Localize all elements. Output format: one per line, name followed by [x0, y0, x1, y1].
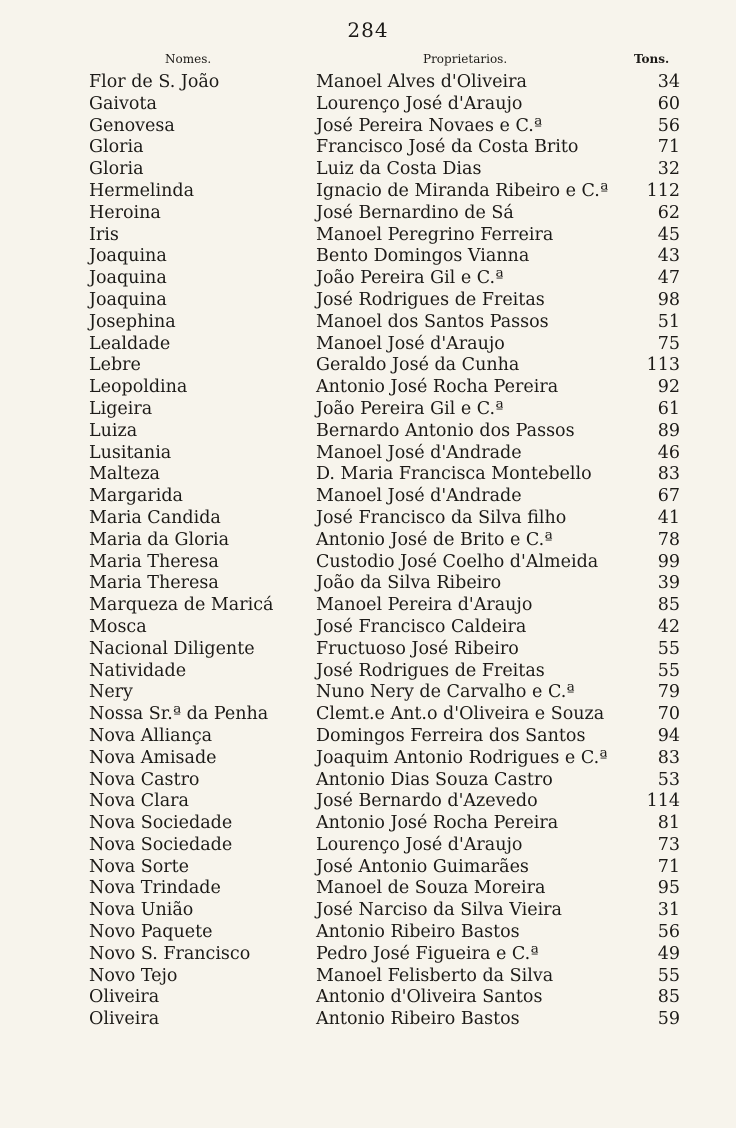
owner-name: Pedro José Figueira e C.ª [316, 943, 539, 964]
owner-name: Lourenço José d'Araujo [316, 834, 523, 855]
table-row [0, 639, 736, 661]
owner-name: Francisco José da Costa Brito [316, 137, 579, 158]
ship-register-list [0, 72, 736, 1031]
ship-name: Joaquina [89, 246, 167, 267]
owner-name: Manoel dos Santos Passos [316, 311, 549, 332]
owner-name: José Francisco da Silva filho [316, 507, 567, 528]
tonnage: 42 [657, 616, 680, 637]
ship-name: Margarida [89, 486, 183, 507]
tonnage: 92 [657, 377, 680, 398]
tonnage: 43 [657, 246, 680, 267]
tonnage: 56 [657, 922, 680, 943]
tonnage: 71 [657, 856, 680, 877]
ship-name: Novo Tejo [89, 965, 178, 986]
owner-name: João Pereira Gil e C.ª [316, 268, 504, 289]
table-row [0, 399, 736, 421]
owner-name: José Pereira Novaes e C.ª [316, 115, 543, 136]
ship-name: Nova Sociedade [89, 834, 233, 855]
tonnage: 53 [657, 769, 680, 790]
table-row [0, 552, 736, 574]
table-row [0, 72, 736, 94]
tonnage: 89 [657, 420, 680, 441]
ship-name: Gaivota [89, 93, 157, 114]
table-row [0, 922, 736, 944]
ship-name: Nova Alliança [89, 725, 213, 746]
owner-name: Manoel José d'Andrade [316, 486, 522, 507]
owner-name: Manoel Alves d'Oliveira [316, 72, 527, 92]
owner-name: Antonio José Rocha Pereira [316, 377, 559, 398]
table-row [0, 94, 736, 116]
owner-name: Antonio José de Brito e C.ª [316, 529, 553, 550]
tonnage: 114 [646, 791, 680, 812]
owner-name: José Bernardino de Sá [316, 202, 514, 223]
ship-name: Nossa Sr.ª da Penha [89, 704, 269, 725]
owner-name: Joaquim Antonio Rodrigues e C.ª [316, 747, 608, 768]
owner-name: Nuno Nery de Carvalho e C.ª [316, 682, 575, 703]
owner-name: Antonio Ribeiro Bastos [316, 922, 520, 943]
table-row [0, 334, 736, 356]
ship-name: Novo Paquete [89, 922, 213, 943]
table-row [0, 464, 736, 486]
tonnage: 39 [657, 573, 680, 594]
table-row [0, 595, 736, 617]
tonnage: 83 [657, 747, 680, 768]
ship-name: Nova Sociedade [89, 813, 233, 834]
tonnage: 47 [657, 268, 680, 289]
table-row [0, 508, 736, 530]
tonnage: 56 [657, 115, 680, 136]
table-row [0, 573, 736, 595]
tonnage: 49 [657, 943, 680, 964]
tonnage: 41 [657, 507, 680, 528]
header-tons: Tons. [634, 52, 670, 66]
table-row [0, 530, 736, 552]
ship-name: Hermelinda [89, 180, 195, 201]
tonnage: 99 [657, 551, 680, 572]
tonnage: 73 [657, 834, 680, 855]
owner-name: João Pereira Gil e C.ª [316, 398, 504, 419]
ship-name: Mosca [89, 616, 147, 637]
ship-name: Nova União [89, 900, 194, 921]
owner-name: João da Silva Ribeiro [316, 573, 502, 594]
owner-name: Antonio d'Oliveira Santos [316, 987, 543, 1008]
owner-name: Manoel Pereira d'Araujo [316, 595, 533, 616]
table-row [0, 770, 736, 792]
owner-name: Antonio Ribeiro Bastos [316, 1009, 520, 1030]
page-number: 284 [347, 18, 389, 42]
ship-name: Joaquina [89, 289, 167, 310]
ship-name: Ligeira [89, 398, 153, 419]
tonnage: 81 [657, 813, 680, 834]
table-row [0, 312, 736, 334]
ship-name: Lusitania [89, 442, 172, 463]
tonnage: 85 [657, 595, 680, 616]
ship-name: Nery [89, 682, 133, 703]
table-row [0, 203, 736, 225]
tonnage: 51 [657, 311, 680, 332]
ship-name: Nova Trindade [89, 878, 221, 899]
table-row [0, 268, 736, 290]
tonnage: 85 [657, 987, 680, 1008]
owner-name: Manoel Felisberto da Silva [316, 965, 554, 986]
table-row [0, 137, 736, 159]
tonnage: 31 [657, 900, 680, 921]
tonnage: 62 [657, 202, 680, 223]
owner-name: José Francisco Caldeira [316, 616, 527, 637]
ship-name: Gloria [89, 159, 144, 180]
ship-name: Nova Castro [89, 769, 200, 790]
owner-name: José Rodrigues de Freitas [316, 289, 545, 310]
ship-name: Maria Theresa [89, 551, 219, 572]
header-proprietarios: Proprietarios. [423, 52, 508, 66]
ship-name: Maria Theresa [89, 573, 219, 594]
owner-name: José Rodrigues de Freitas [316, 660, 545, 681]
owner-name: Geraldo José da Cunha [316, 355, 520, 376]
ship-name: Josephina [89, 311, 176, 332]
ship-name: Maria da Gloria [89, 529, 230, 550]
ship-name: Luiza [89, 420, 138, 441]
ship-name: Lealdade [89, 333, 171, 354]
tonnage: 78 [657, 529, 680, 550]
tonnage: 59 [657, 1009, 680, 1030]
ship-name: Flor de S. João [89, 72, 220, 92]
table-row [0, 900, 736, 922]
ship-name: Novo S. Francisco [89, 943, 251, 964]
owner-name: Fructuoso José Ribeiro [316, 638, 519, 659]
ship-name: Iris [89, 224, 119, 245]
tonnage: 55 [657, 660, 680, 681]
tonnage: 83 [657, 464, 680, 485]
table-row [0, 944, 736, 966]
tonnage: 45 [657, 224, 680, 245]
tonnage: 95 [657, 878, 680, 899]
owner-name: Clemt.e Ant.o d'Oliveira e Souza [316, 704, 605, 725]
table-row [0, 878, 736, 900]
owner-name: Antonio José Rocha Pereira [316, 813, 559, 834]
tonnage: 55 [657, 965, 680, 986]
owner-name: Manoel José d'Araujo [316, 333, 505, 354]
table-row [0, 726, 736, 748]
tonnage: 32 [657, 159, 680, 180]
owner-name: Bernardo Antonio dos Passos [316, 420, 575, 441]
owner-name: D. Maria Francisca Montebello [316, 464, 592, 485]
table-row [0, 421, 736, 443]
table-row [0, 813, 736, 835]
ship-name: Lebre [89, 355, 141, 376]
tonnage: 60 [657, 93, 680, 114]
table-row [0, 116, 736, 138]
ship-name: Gloria [89, 137, 144, 158]
table-row [0, 225, 736, 247]
table-row [0, 661, 736, 683]
owner-name: Lourenço José d'Araujo [316, 93, 523, 114]
table-row [0, 617, 736, 639]
ship-name: Natividade [89, 660, 187, 681]
table-row [0, 791, 736, 813]
ship-name: Oliveira [89, 1009, 160, 1030]
ship-name: Joaquina [89, 268, 167, 289]
owner-name: Luiz da Costa Dias [316, 159, 482, 180]
table-row [0, 443, 736, 465]
table-row [0, 290, 736, 312]
tonnage: 112 [646, 180, 680, 201]
owner-name: José Bernardo d'Azevedo [316, 791, 538, 812]
ship-name: Nova Amisade [89, 747, 217, 768]
column-headers [0, 52, 736, 72]
table-row [0, 835, 736, 857]
table-row [0, 1009, 736, 1031]
owner-name: Manoel Peregrino Ferreira [316, 224, 554, 245]
table-row [0, 987, 736, 1009]
ship-name: Oliveira [89, 987, 160, 1008]
owner-name: Manoel José d'Andrade [316, 442, 522, 463]
tonnage: 55 [657, 638, 680, 659]
owner-name: Custodio José Coelho d'Almeida [316, 551, 599, 572]
table-row [0, 486, 736, 508]
owner-name: José Narciso da Silva Vieira [316, 900, 562, 921]
table-row [0, 377, 736, 399]
owner-name: Antonio Dias Souza Castro [316, 769, 553, 790]
table-row [0, 159, 736, 181]
tonnage: 94 [657, 725, 680, 746]
ship-name: Malteza [89, 464, 160, 485]
table-row [0, 246, 736, 268]
tonnage: 67 [657, 486, 680, 507]
table-row [0, 704, 736, 726]
tonnage: 34 [657, 72, 680, 92]
owner-name: Domingos Ferreira dos Santos [316, 725, 586, 746]
ship-name: Nacional Diligente [89, 638, 255, 659]
table-row [0, 748, 736, 770]
tonnage: 98 [657, 289, 680, 310]
owner-name: Bento Domingos Vianna [316, 246, 530, 267]
owner-name: Ignacio de Miranda Ribeiro e C.ª [316, 180, 609, 201]
tonnage: 70 [657, 704, 680, 725]
table-row [0, 181, 736, 203]
tonnage: 71 [657, 137, 680, 158]
ship-name: Maria Candida [89, 507, 221, 528]
ship-name: Nova Clara [89, 791, 189, 812]
tonnage: 46 [657, 442, 680, 463]
owner-name: Manoel de Souza Moreira [316, 878, 546, 899]
table-row [0, 682, 736, 704]
ship-name: Heroina [89, 202, 161, 223]
ship-name: Genovesa [89, 115, 175, 136]
ship-name: Leopoldina [89, 377, 188, 398]
tonnage: 113 [646, 355, 680, 376]
owner-name: José Antonio Guimarães [316, 856, 529, 877]
table-row [0, 857, 736, 879]
table-row [0, 355, 736, 377]
table-row [0, 966, 736, 988]
tonnage: 61 [657, 398, 680, 419]
header-nomes: Nomes. [165, 52, 212, 66]
tonnage: 75 [657, 333, 680, 354]
ship-name: Marqueza de Maricá [89, 595, 274, 616]
tonnage: 79 [657, 682, 680, 703]
ship-name: Nova Sorte [89, 856, 190, 877]
